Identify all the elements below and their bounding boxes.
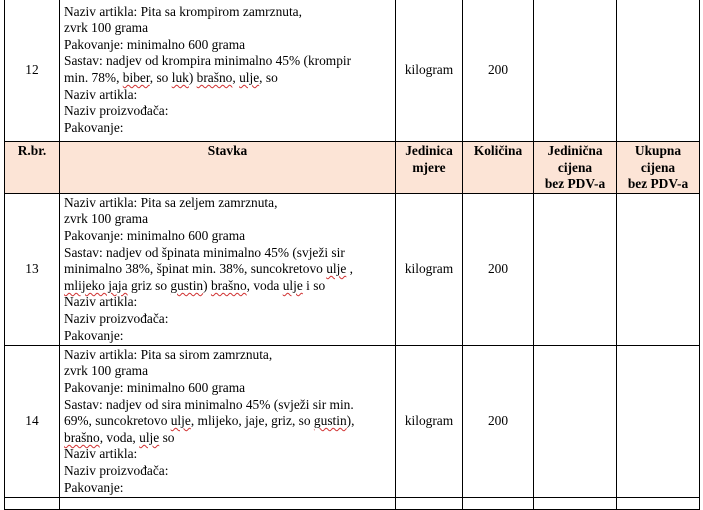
description-line: zvrk 100 grama [64, 363, 149, 379]
unit-price-cell [534, 194, 617, 346]
total-price-cell [617, 0, 700, 142]
quantity-cell: 200 [463, 346, 534, 498]
header-text: cijena [640, 159, 676, 175]
description-line: zvrk 100 grama [64, 20, 149, 36]
unit-cell [396, 498, 463, 510]
item-description [60, 498, 396, 510]
header-text: bez PDV-a [627, 176, 689, 192]
header-jedinica-mjere [396, 142, 463, 194]
header-ukupna-cijena [617, 142, 700, 194]
row-number [5, 498, 60, 510]
unit-price-cell [534, 0, 617, 142]
row-number: 13 [5, 194, 60, 346]
header-text: mjere [412, 159, 446, 175]
unit-price-cell [534, 498, 617, 510]
item-description [60, 194, 396, 346]
description-line: Sastav: nadjev od špinata minimalno 45% (svježi sir [64, 244, 345, 260]
description-line: Naziv artikla: Pita sa zeljem zamrznuta, [64, 194, 278, 210]
description-line: zvrk 100 grama [64, 211, 149, 227]
description-line: Naziv proizvođača: [64, 310, 169, 326]
description-line: Pakovanje: minimalno 600 grama [64, 36, 246, 52]
unit-cell: kilogram [396, 346, 463, 498]
description-line: Naziv proizvođača: [64, 462, 169, 478]
table-row [5, 0, 700, 142]
description-line: Naziv artikla: Pita sa sirom zamrznuta, [64, 346, 273, 362]
quantity-cell [463, 498, 534, 510]
description-line: mlijeko jaja griz so gustin) brašno, voda ulje i so [64, 277, 326, 293]
item-description [60, 0, 396, 142]
description-line: 69%, suncokretovo ulje, mlijeko, jaje, griz, so gustin), [64, 413, 355, 429]
description-line: Naziv proizvođača: [64, 103, 169, 119]
table-row [5, 194, 700, 346]
description-line: minimalno 38%, špinat min. 38%, suncokretovo ulje , [64, 261, 353, 277]
header-text: cijena [557, 159, 593, 175]
unit-cell: kilogram [396, 0, 463, 142]
description-line: Sastav: nadjev od sira minimalno 45% (svježi sir min. [64, 396, 354, 412]
total-price-cell [617, 194, 700, 346]
description-line: Naziv artikla: [64, 294, 138, 310]
header-stavka: Stavka [60, 142, 396, 194]
header-jedinicna-cijena [534, 142, 617, 194]
table-header-row [5, 142, 700, 194]
header-text: Ukupna [634, 143, 682, 158]
quantity-cell: 200 [463, 0, 534, 142]
total-price-cell [617, 498, 700, 510]
header-text: Jedinica [405, 143, 453, 158]
item-description [60, 346, 396, 498]
description-line: brašno, voda, ulje so [64, 429, 175, 445]
unit-cell: kilogram [396, 194, 463, 346]
header-kolicina: Količina [463, 142, 534, 194]
procurement-table [4, 0, 700, 510]
row-number: 14 [5, 346, 60, 498]
description-line: Pakovanje: [64, 119, 124, 135]
table-row [5, 346, 700, 498]
description-line: Pakovanje: [64, 479, 124, 495]
description-line: Naziv artikla: [64, 446, 138, 462]
header-text: Jedinična [547, 143, 603, 158]
quantity-cell: 200 [463, 194, 534, 346]
unit-price-cell [534, 346, 617, 498]
description-line: Pakovanje: minimalno 600 grama [64, 380, 246, 396]
description-line: Sastav: nadjev od krompira minimalno 45% (krompir [64, 53, 352, 69]
header-rbr: R.br. [5, 142, 60, 194]
description-line: Pakovanje: minimalno 600 grama [64, 228, 246, 244]
row-number: 12 [5, 0, 60, 142]
description-line: min. 78%, biber, so luk) brašno, ulje, so [64, 70, 278, 85]
table-row [5, 498, 700, 510]
description-line: Pakovanje: [64, 327, 124, 343]
header-text: bez PDV-a [544, 176, 606, 192]
description-line: Naziv artikla: [64, 86, 138, 102]
description-line: Naziv artikla: Pita sa krompirom zamrznuta, [64, 3, 302, 19]
total-price-cell [617, 346, 700, 498]
